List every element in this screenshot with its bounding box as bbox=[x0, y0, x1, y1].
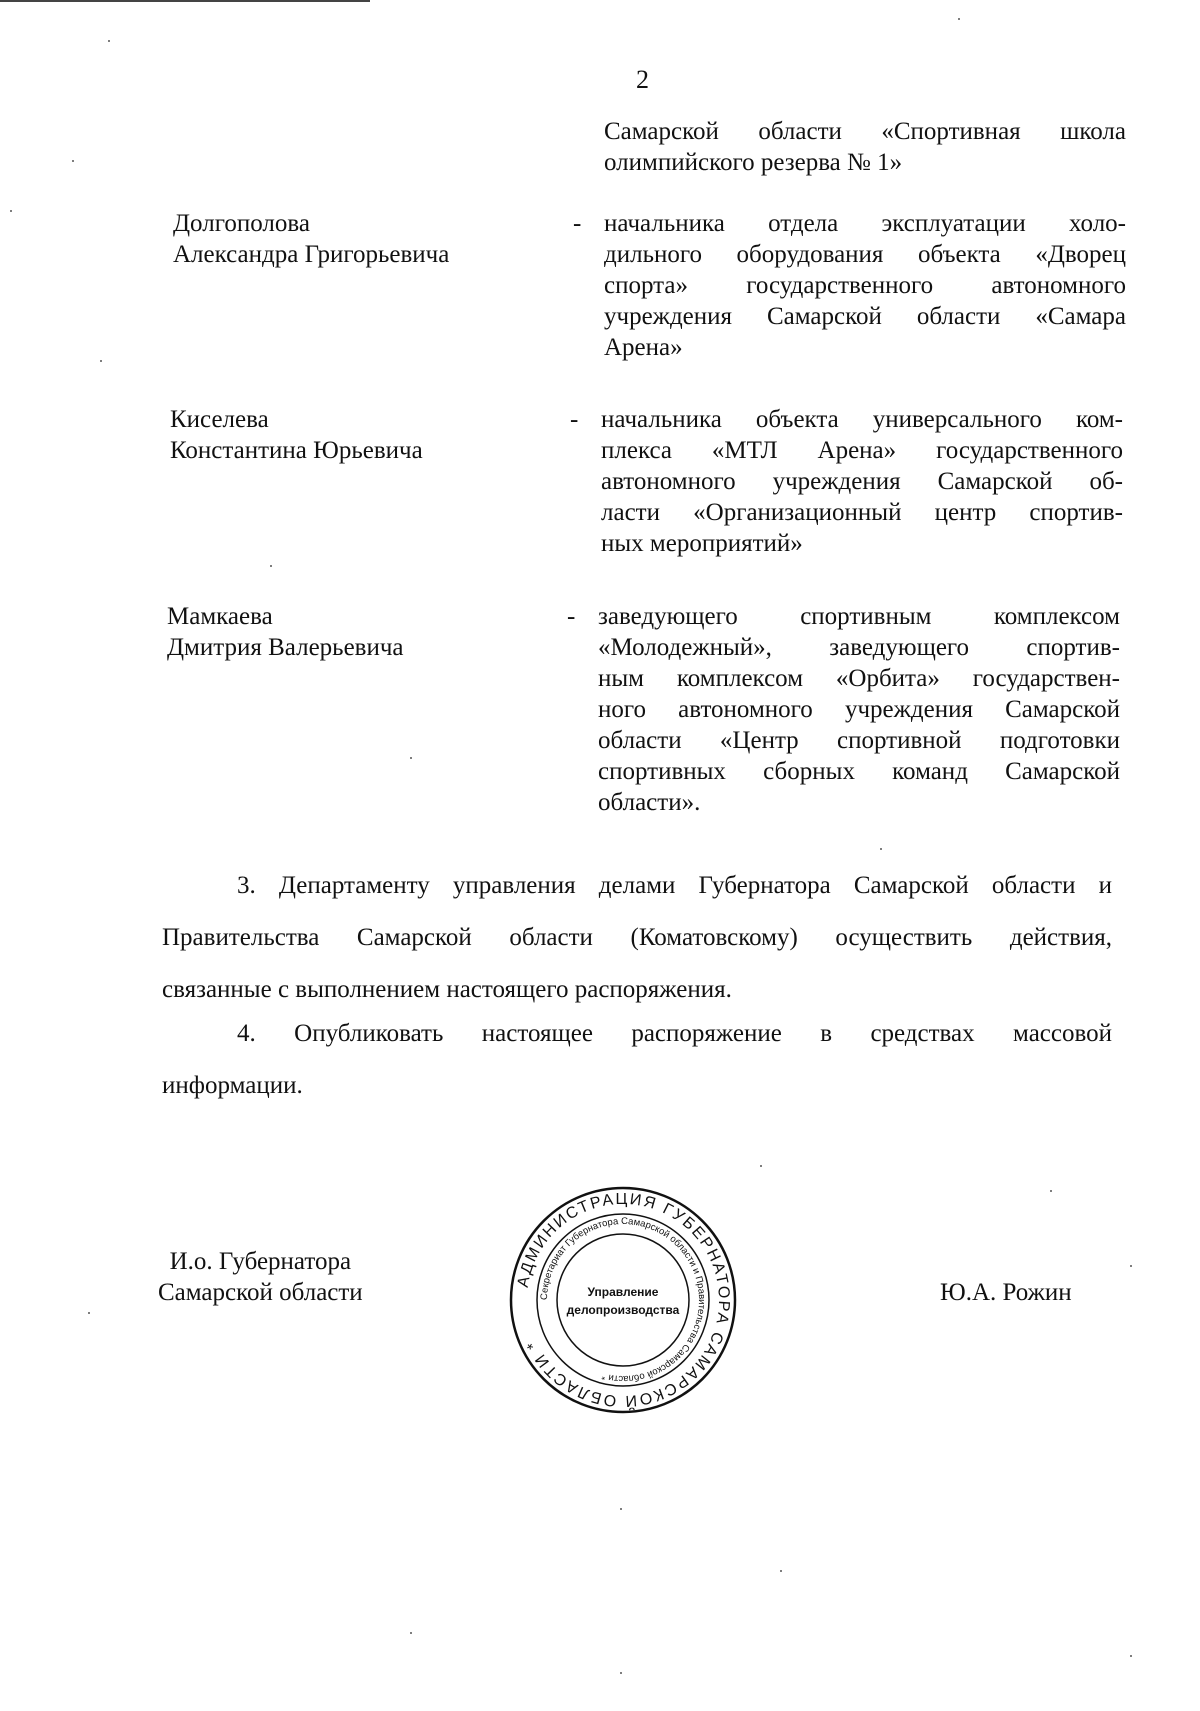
scan-speck bbox=[410, 1632, 412, 1634]
official-stamp bbox=[508, 1185, 738, 1415]
scan-speck bbox=[1130, 1655, 1132, 1657]
entry-surname: Киселева bbox=[170, 406, 269, 433]
description-line: Арена» bbox=[604, 334, 683, 361]
description-line: автономного учреждения Самарской об- bbox=[601, 468, 1123, 495]
scan-speck bbox=[270, 565, 272, 567]
stamp-center-line: Управление bbox=[587, 1285, 659, 1299]
scan-speck bbox=[410, 757, 412, 759]
signatory-title-line: Самарской области bbox=[158, 1279, 363, 1306]
signatory-title-line: И.о. Губернатора bbox=[169, 1248, 352, 1275]
paragraph-4 bbox=[162, 1012, 1112, 1108]
entry-surname: Мамкаева bbox=[167, 603, 273, 630]
stamp-inner-text: Секретариат Губернатора Самарской области и Правительства Самарской области * bbox=[538, 1215, 708, 1385]
scan-edge-line bbox=[0, 0, 370, 2]
stamp-middle-ring bbox=[537, 1214, 709, 1386]
scan-speck bbox=[1130, 1265, 1132, 1267]
description-line: ным комплексом «Орбита» государствен- bbox=[598, 665, 1120, 692]
stamp-center-line: делопроизводства bbox=[566, 1303, 680, 1317]
scan-speck bbox=[108, 40, 110, 42]
entry-given-names: Константина Юрьевича bbox=[170, 437, 423, 464]
paragraph-line: информации. bbox=[162, 1072, 303, 1099]
scan-speck bbox=[1050, 1190, 1052, 1192]
scan-speck bbox=[72, 160, 74, 162]
description-line: плекса «МТЛ Арена» государственного bbox=[601, 437, 1123, 464]
description-line: ного автономного учреждения Самарской bbox=[598, 696, 1120, 723]
scan-speck bbox=[958, 18, 960, 20]
stamp-inner-ring bbox=[557, 1234, 689, 1366]
paragraph-3 bbox=[162, 864, 1112, 1012]
entry-given-names: Александра Григорьевича bbox=[173, 241, 450, 268]
entry-given-names: Дмитрия Валерьевича bbox=[167, 634, 404, 661]
description-line: ласти «Организационный центр спортив- bbox=[601, 499, 1123, 526]
description-line: учреждения Самарской области «Самара bbox=[604, 303, 1126, 330]
signatory-name: Ю.А. Рожин bbox=[940, 1279, 1072, 1306]
scan-speck bbox=[780, 1570, 782, 1572]
entry-dash: - bbox=[573, 210, 582, 237]
description-line: ных мероприятий» bbox=[601, 530, 803, 557]
description-line: области «Центр спортивной подготовки bbox=[598, 727, 1120, 754]
signatory-title bbox=[158, 1246, 363, 1308]
page-number: 2 bbox=[636, 65, 649, 94]
continuation-line: олимпийского резерва № 1» bbox=[604, 149, 903, 176]
scan-speck bbox=[100, 360, 102, 362]
description-line: спортивных сборных команд Самарской bbox=[598, 758, 1120, 785]
entry-dash: - bbox=[567, 603, 576, 630]
description-line: заведующего спортивным комплексом bbox=[598, 603, 1120, 630]
description-line: начальника отдела эксплуатации холо- bbox=[604, 210, 1126, 237]
description-line: «Молодежный», заведующего спортив- bbox=[598, 634, 1120, 661]
scan-speck bbox=[10, 210, 12, 212]
description-line: области». bbox=[598, 789, 701, 816]
entry-dash: - bbox=[570, 406, 579, 433]
scan-speck bbox=[88, 1312, 90, 1314]
scan-speck bbox=[880, 848, 882, 850]
paragraph-line: связанные с выполнением настоящего распоряжения. bbox=[162, 976, 732, 1003]
scan-speck bbox=[620, 1508, 622, 1510]
description-line: спорта» государственного автономного bbox=[604, 272, 1126, 299]
scan-speck bbox=[760, 1165, 762, 1167]
entry-surname: Долгополова bbox=[173, 210, 310, 237]
paragraph-line: 3. Департаменту управления делами Губернатора Самарской области и bbox=[237, 872, 1112, 899]
description-line: дильного оборудования объекта «Дворец bbox=[604, 241, 1126, 268]
stamp-outer-text: АДМИНИСТРАЦИЯ ГУБЕРНАТОРА САМАРСКОЙ ОБЛАСТИ * bbox=[514, 1190, 733, 1410]
paragraph-line: 4. Опубликовать настоящее распоряжение в средствах массовой bbox=[237, 1020, 1112, 1047]
continuation-line: Самарской области «Спортивная школа bbox=[604, 118, 1126, 145]
scan-speck bbox=[620, 1672, 622, 1674]
paragraph-line: Правительства Самарской области (Коматовскому) осуществить действия, bbox=[162, 924, 1112, 951]
description-line: начальника объекта универсального ком- bbox=[601, 406, 1123, 433]
